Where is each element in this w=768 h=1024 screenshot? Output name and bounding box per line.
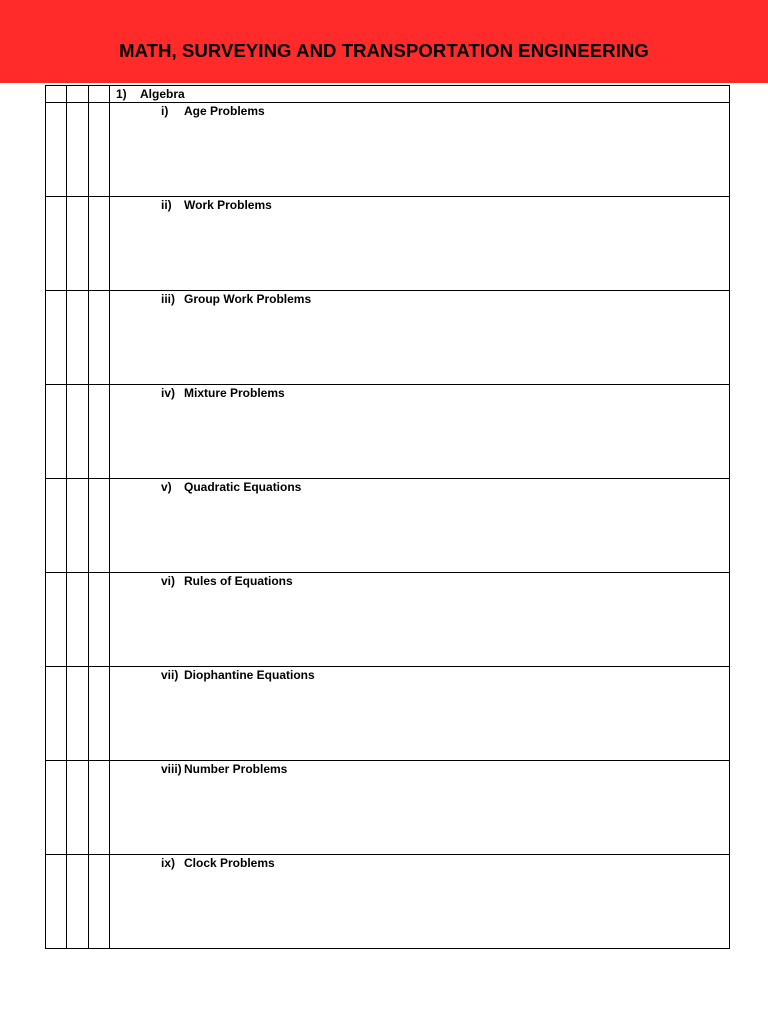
check-cell	[46, 197, 67, 291]
check-cell	[67, 103, 89, 197]
section-heading	[110, 86, 729, 102]
topic-cell	[110, 667, 730, 761]
check-cell	[89, 103, 110, 197]
title-banner	[0, 0, 768, 83]
topic-cell	[110, 479, 730, 573]
check-cell	[46, 667, 67, 761]
section-cell	[110, 86, 730, 103]
topic-cell	[110, 103, 730, 197]
topic-number: ix)	[161, 856, 176, 870]
check-cell	[67, 197, 89, 291]
topic-text: Mixture Problems	[184, 386, 285, 400]
topic-label	[110, 197, 729, 212]
table-row	[46, 385, 730, 479]
check-cell	[89, 291, 110, 385]
check-cell	[67, 855, 89, 949]
check-cell	[89, 197, 110, 291]
section-row	[46, 86, 730, 103]
check-cell	[89, 385, 110, 479]
check-cell	[89, 573, 110, 667]
topic-number: iv)	[161, 386, 176, 400]
topic-number: i)	[161, 104, 169, 118]
table-row	[46, 197, 730, 291]
table-row	[46, 855, 730, 949]
topic-number: vi)	[161, 574, 176, 588]
topic-number: viii)	[161, 762, 182, 776]
table-row	[46, 291, 730, 385]
check-cell	[67, 86, 89, 103]
topic-label	[110, 667, 729, 682]
check-cell	[46, 479, 67, 573]
topic-number: v)	[161, 480, 172, 494]
topic-text: Number Problems	[184, 762, 288, 776]
topic-text: Quadratic Equations	[184, 480, 302, 494]
topic-cell	[110, 761, 730, 855]
check-cell	[67, 761, 89, 855]
topic-text: Diophantine Equations	[184, 668, 315, 682]
topic-label	[110, 385, 729, 400]
check-cell	[46, 103, 67, 197]
check-cell	[46, 855, 67, 949]
topic-text: Age Problems	[184, 104, 265, 118]
topic-label	[110, 103, 729, 118]
topic-label	[110, 855, 729, 870]
topic-checklist-table	[45, 85, 730, 949]
topic-cell	[110, 573, 730, 667]
document-title: MATH, SURVEYING AND TRANSPORTATION ENGINEERING	[119, 40, 649, 61]
check-cell	[67, 291, 89, 385]
topic-number: iii)	[161, 292, 175, 306]
topic-label	[110, 479, 729, 494]
check-cell	[89, 86, 110, 103]
table-row	[46, 761, 730, 855]
topic-cell	[110, 197, 730, 291]
topic-number: vii)	[161, 668, 179, 682]
section-label: Algebra	[140, 87, 185, 101]
topic-text: Work Problems	[184, 198, 272, 212]
topic-text: Rules of Equations	[184, 574, 293, 588]
check-cell	[89, 761, 110, 855]
check-cell	[89, 855, 110, 949]
check-cell	[46, 573, 67, 667]
topic-number: ii)	[161, 198, 172, 212]
topic-text: Clock Problems	[184, 856, 275, 870]
table-row	[46, 573, 730, 667]
topic-label	[110, 291, 729, 306]
check-cell	[46, 761, 67, 855]
check-cell	[67, 573, 89, 667]
check-cell	[89, 479, 110, 573]
topic-label	[110, 573, 729, 588]
check-cell	[46, 291, 67, 385]
topic-label	[110, 761, 729, 776]
topic-text: Group Work Problems	[184, 292, 312, 306]
topic-cell	[110, 291, 730, 385]
table-row	[46, 103, 730, 197]
table-row	[46, 667, 730, 761]
check-cell	[89, 667, 110, 761]
check-cell	[67, 385, 89, 479]
topic-cell	[110, 385, 730, 479]
check-cell	[67, 479, 89, 573]
topic-cell	[110, 855, 730, 949]
check-cell	[46, 385, 67, 479]
check-cell	[67, 667, 89, 761]
table-row	[46, 479, 730, 573]
check-cell	[46, 86, 67, 103]
section-number: 1)	[116, 87, 127, 101]
